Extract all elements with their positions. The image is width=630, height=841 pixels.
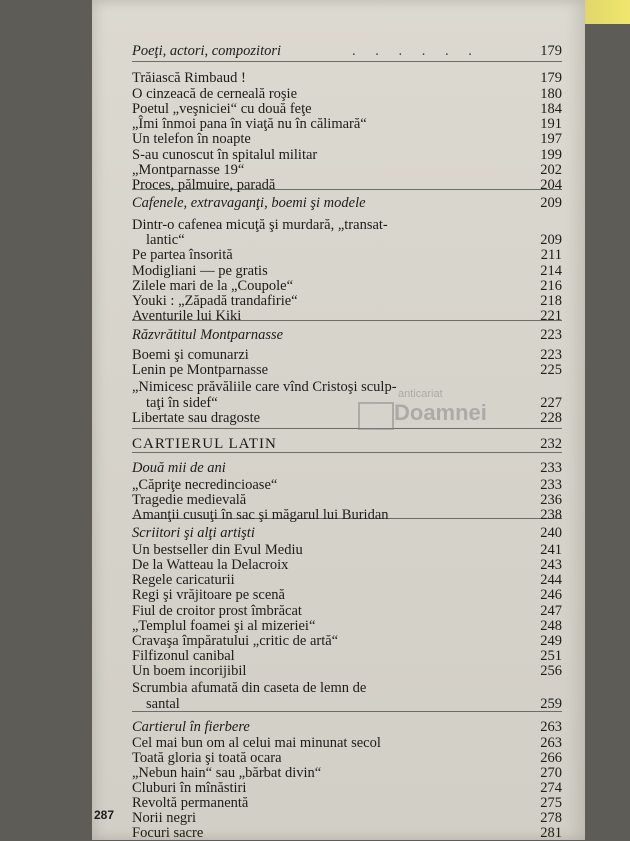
toc-entry-title: Poetul „veşniciei“ cu două feţe: [132, 101, 312, 117]
toc-entry-title: Toată gloria şi toată ocara: [132, 750, 282, 766]
toc-entry-page: 179: [540, 70, 562, 86]
table-of-contents: [92, 0, 585, 840]
toc-entry-page: 233: [540, 477, 562, 493]
toc-entry-title: Modigliani — pe gratis: [132, 263, 268, 279]
toc-entry-page: 204: [540, 177, 562, 193]
toc-entry-title: De la Watteau la Delacroix: [132, 557, 289, 573]
toc-entry-title: Cafenele, extravaganţi, boemi şi modele: [132, 195, 366, 211]
toc-entry-page: 236: [540, 492, 562, 508]
toc-entry-page: 251: [540, 648, 562, 664]
toc-entry-title: „Montparnasse 19“: [132, 162, 245, 178]
toc-entry-page: 209: [540, 232, 562, 248]
toc-entry-page: 180: [540, 86, 562, 102]
toc-entry-page: 214: [540, 263, 562, 279]
toc-entry-page: 259: [540, 696, 562, 712]
toc-entry-title: „Căpriţe necredincioase“: [132, 477, 278, 493]
toc-entry-page: 184: [540, 101, 562, 117]
toc-entry-page: 179: [540, 43, 562, 59]
toc-entry-title: Cravaşa împăratului „critic de artă“: [132, 633, 339, 649]
toc-entry-page: 278: [540, 810, 562, 826]
toc-entry-page: 202: [540, 162, 562, 178]
toc-entry-page: 221: [540, 308, 562, 324]
toc-entry-title: Regele caricaturii: [132, 572, 235, 588]
toc-entry-title: taţi în sidef“: [146, 395, 218, 411]
toc-entry-page: 191: [540, 116, 562, 132]
toc-entry-title: Boemi şi comunarzi: [132, 347, 249, 363]
toc-entry-title: santal: [146, 696, 180, 712]
toc-entry-title: Regi şi vrăjitoare pe scenă: [132, 587, 285, 603]
watermark-big-text: Doamnei: [394, 400, 487, 425]
toc-entry-page: 263: [540, 719, 562, 735]
toc-entry-page: 246: [540, 587, 562, 603]
toc-entry-title: S-au cunoscut în spitalul militar: [132, 147, 318, 163]
toc-entry-title: Revoltă permanentă: [132, 795, 249, 811]
toc-entry-title: Amanţii cusuţi în sac şi măgarul lui Buridan: [132, 507, 389, 523]
toc-entry-title: Proces, pălmuire, paradă: [132, 177, 276, 193]
toc-entry-page: 216: [540, 278, 562, 294]
toc-entry-page: 232: [540, 436, 562, 452]
toc-entry-title: Norii negri: [132, 810, 197, 826]
toc-entry-title: Cartierul în fierbere: [132, 719, 250, 735]
toc-entry-page: 249: [540, 633, 562, 649]
toc-entry-title: Filfizonul canibal: [132, 648, 235, 664]
toc-entry-page: 248: [540, 618, 562, 634]
toc-entry-title: Răzvrătitul Montparnasse: [132, 327, 284, 343]
toc-entry-page: 270: [540, 765, 562, 781]
toc-entry-page: 197: [540, 131, 562, 147]
toc-entry-page: 227: [540, 395, 562, 411]
toc-entry-page: 275: [540, 795, 562, 811]
toc-entry-page: 218: [540, 293, 562, 309]
section-rule: [132, 711, 562, 712]
toc-leader-dots: . . . . . .: [352, 43, 480, 59]
toc-entry-page: 238: [540, 507, 562, 523]
toc-entry-title: Poeţi, actori, compozitori: [132, 43, 282, 59]
toc-entry-page: 225: [540, 362, 562, 378]
toc-entry-page: 243: [540, 557, 562, 573]
toc-entry-title: Cluburi în mînăstiri: [132, 780, 247, 796]
toc-entry-title: Lenin pe Montparnasse: [132, 362, 269, 378]
toc-entry-title: O cinzeacă de cerneală roşie: [132, 86, 298, 102]
toc-entry-page: 256: [540, 663, 562, 679]
toc-entry-page: 199: [540, 147, 562, 163]
toc-entry-title: „Nimicesc prăvăliile care vînd Cristoşi sculp-: [132, 379, 397, 395]
toc-entry-title: Scrumbia afumată din caseta de lemn de: [132, 680, 367, 696]
toc-entry-title: „Îmi înmoi pana în viaţă nu în călimară“: [132, 116, 367, 132]
toc-entry-title: „Nebun hain“ sau „bărbat divin“: [132, 765, 322, 781]
toc-entry-title: CARTIERUL LATIN: [132, 436, 277, 452]
toc-entry-title: Două mii de ani: [132, 460, 226, 476]
toc-entry-page: 247: [540, 603, 562, 619]
toc-entry-title: Libertate sau dragoste: [132, 410, 261, 426]
toc-entry-title: Aventurile lui Kiki: [132, 308, 242, 324]
toc-entry-page: 241: [540, 542, 562, 558]
toc-entry-page: 244: [540, 572, 562, 588]
toc-entry-title: Youki : „Zăpadă trandafirie“: [132, 293, 298, 309]
toc-entry-title: Dintr-o cafenea micuţă şi murdară, „transat-: [132, 217, 388, 233]
toc-entry-page: 223: [540, 347, 562, 363]
toc-entry-page: 281: [540, 825, 562, 841]
toc-entry-page: 233: [540, 460, 562, 476]
section-rule: [132, 61, 562, 62]
toc-entry-title: Focuri sacre: [132, 825, 204, 841]
toc-entry-title: Zilele mari de la „Coupole“: [132, 278, 294, 294]
page-number: 287: [94, 808, 115, 822]
book-page: [92, 0, 585, 840]
toc-entry-title: Un boem incorijibil: [132, 663, 247, 679]
toc-entry-title: „Templul foamei şi al mizeriei“: [132, 618, 316, 634]
toc-entry-page: 240: [540, 525, 562, 541]
toc-entry-page: 211: [540, 247, 562, 263]
toc-entry-title: Un telefon în noapte: [132, 131, 251, 147]
toc-entry-title: Fiul de croitor prost îmbrăcat: [132, 603, 302, 619]
toc-entry-page: 223: [540, 327, 562, 343]
section-rule: [132, 452, 562, 453]
toc-entry-title: Trăiască Rimbaud !: [132, 70, 246, 86]
toc-entry-page: 228: [540, 410, 562, 426]
toc-entry-page: 209: [540, 195, 562, 211]
toc-entry-title: Cel mai bun om al celui mai minunat secol: [132, 735, 381, 751]
toc-entry-title: lantic“: [146, 232, 185, 248]
toc-entry-title: Un bestseller din Evul Mediu: [132, 542, 303, 558]
book-icon: [358, 402, 394, 430]
toc-entry-title: Pe partea însorită: [132, 247, 233, 263]
toc-entry-title: Scriitori şi alţi artişti: [132, 525, 255, 541]
toc-entry-page: 263: [540, 735, 562, 751]
toc-entry-title: Tragedie medievală: [132, 492, 247, 508]
watermark-logo: [350, 388, 500, 438]
toc-entry-page: 274: [540, 780, 562, 796]
toc-entry-page: 266: [540, 750, 562, 766]
watermark-small-text: anticariat: [398, 388, 443, 400]
